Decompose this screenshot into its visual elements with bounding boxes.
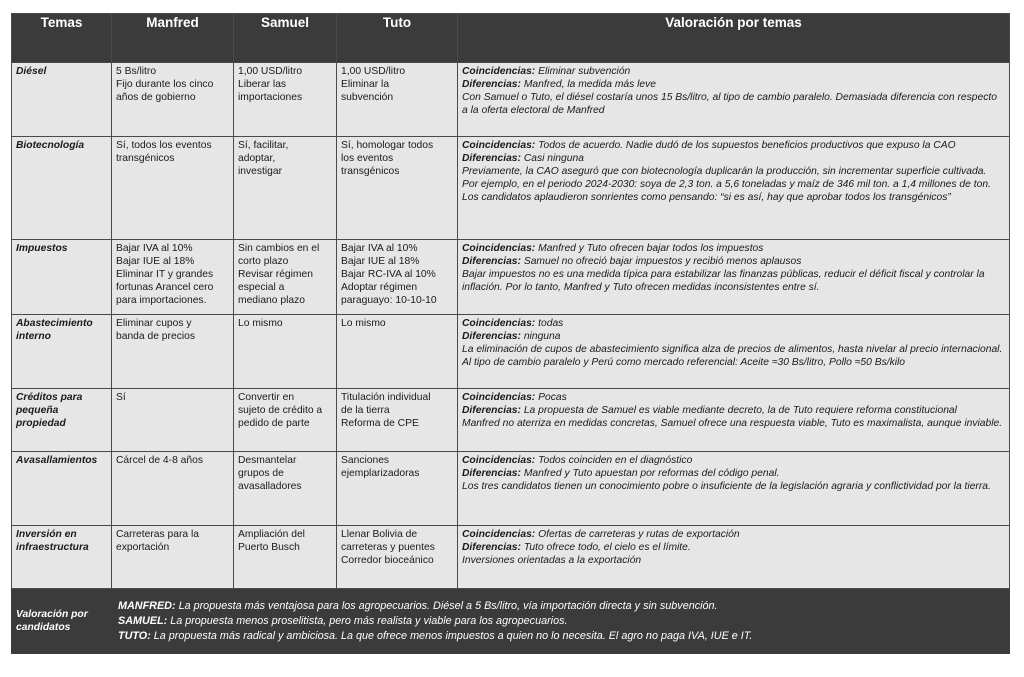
diferencias-line <box>462 467 1005 480</box>
coincidencias-label: Coincidencias: <box>462 392 536 403</box>
samuel-proposal-line: Sí, facilitar, <box>238 140 289 151</box>
manfred-proposal-line: Sí <box>116 392 126 403</box>
tuto-proposal-line: Llenar Bolivia de <box>341 529 418 540</box>
candidate-assessment: La propuesta más radical y ambiciosa. La que ofrece menos impuestos a quien no lo necesita. El agro no paga IVA, IUE e IT. <box>153 629 753 642</box>
manfred-proposal-line: banda de precios <box>116 331 196 342</box>
tuto-proposal-line: Corredor bioceánico <box>341 555 434 566</box>
topic-cell: Biotecnología <box>12 137 112 240</box>
tuto-proposal-line: Sí, homologar todos <box>341 140 434 151</box>
manfred-proposal-line: Cárcel de 4-8 años <box>116 455 204 466</box>
coincidencias-label: Coincidencias: <box>462 140 536 151</box>
tuto-proposal-line: Eliminar la <box>341 79 390 90</box>
samuel-proposal-line: mediano plazo <box>238 295 305 306</box>
samuel-proposal-line: importaciones <box>238 92 303 103</box>
coincidencias-line <box>462 317 1005 330</box>
samuel-proposal-line: Liberar las <box>238 79 287 90</box>
diferencias-line <box>462 78 1005 91</box>
nota-text: Con Samuel o Tuto, el diésel costaría unos 15 Bs/litro, al tipo de cambio paralelo. Demasiada diferencia con respecto a la oferta electoral de Manfred <box>462 92 997 116</box>
valoracion-cell <box>458 315 1010 389</box>
manfred-proposal-cell <box>112 240 234 315</box>
coincidencias-line <box>462 391 1005 404</box>
summary-text-cell <box>112 589 1010 654</box>
coincidencias-line <box>462 242 1005 255</box>
coincidencias-text: Pocas <box>538 392 567 403</box>
summary-row <box>12 589 1010 654</box>
nota-text: Bajar impuestos no es una medida típica para estabilizar las finanzas públicas, reducir el déficit fiscal y controlar la inflación. Por lo tanto, Manfred y Tuto ofrecen medidas inconsistentes entre sí. <box>462 269 985 293</box>
manfred-proposal-line: Carreteras para la <box>116 529 199 540</box>
samuel-proposal-line: adoptar, <box>238 153 276 164</box>
header-manfred: Manfred <box>112 14 234 63</box>
tuto-proposal-line: Bajar RC-IVA al 10% <box>341 269 436 280</box>
tuto-proposal-line: paraguayo: 10-10-10 <box>341 295 437 306</box>
summary-line <box>118 614 1005 629</box>
table-row <box>12 240 1010 315</box>
tuto-proposal-line: Titulación individual <box>341 392 431 403</box>
diferencias-label: Diferencias: <box>462 542 521 553</box>
samuel-proposal-cell <box>234 240 337 315</box>
diferencias-line <box>462 255 1005 268</box>
topic-cell: Inversión en infraestructura <box>12 526 112 589</box>
coincidencias-line <box>462 454 1005 467</box>
samuel-proposal-line: Convertir en <box>238 392 295 403</box>
summary-topic-cell: Valoración por candidatos <box>12 589 112 654</box>
tuto-proposal-line: Adoptar régimen <box>341 282 418 293</box>
diferencias-text: Tuto ofrece todo, el cielo es el límite. <box>523 542 691 553</box>
header-samuel: Samuel <box>234 14 337 63</box>
samuel-proposal-line: corto plazo <box>238 256 289 267</box>
tuto-proposal-line: Lo mismo <box>341 318 386 329</box>
coincidencias-label: Coincidencias: <box>462 66 536 77</box>
samuel-proposal-line: pedido de parte <box>238 418 310 429</box>
table-row <box>12 63 1010 137</box>
diferencias-text: Casi ninguna <box>523 153 584 164</box>
coincidencias-line <box>462 528 1005 541</box>
diferencias-label: Diferencias: <box>462 153 521 164</box>
valoracion-cell <box>458 452 1010 526</box>
topic-cell: Abastecimiento interno <box>12 315 112 389</box>
coincidencias-line <box>462 139 1005 152</box>
diferencias-line <box>462 152 1005 165</box>
diferencias-label: Diferencias: <box>462 331 521 342</box>
coincidencias-text: Todos coinciden en el diagnóstico <box>538 455 693 466</box>
nota-text: Los candidatos aplaudieron sonrientes como pensando: “si es así, hay que aprobar todos los transgénicos” <box>462 192 951 203</box>
nota-text: Manfred no aterriza en medidas concretas, Samuel ofrece una respuesta viable, Tuto es maximalista, aunque inviable. <box>462 418 1003 429</box>
samuel-proposal-line: sujeto de crédito a <box>238 405 323 416</box>
topic-cell: Diésel <box>12 63 112 137</box>
diferencias-text: ninguna <box>523 331 561 342</box>
header-tuto: Tuto <box>337 14 458 63</box>
tuto-proposal-line: subvención <box>341 92 394 103</box>
tuto-proposal-line: 1,00 USD/litro <box>341 66 406 77</box>
manfred-proposal-line: transgénicos <box>116 153 175 164</box>
nota-text: Previamente, la CAO aseguró que con biotecnología duplicarán la producción, sin incrementar superficie cultivada. Por ejemplo, en el periodo 2024-2030: soya de 2,3 ton. a 5,6 toneladas y maíz de 346 mil ton. a 1,4 millones de ton. <box>462 166 991 190</box>
tuto-proposal-line: Reforma de CPE <box>341 418 419 429</box>
table-row <box>12 389 1010 452</box>
candidate-label: SAMUEL: <box>118 614 168 627</box>
samuel-proposal-cell <box>234 315 337 389</box>
summary-line <box>118 629 1005 644</box>
manfred-proposal-line: Eliminar IT y grandes <box>116 269 214 280</box>
samuel-proposal-line: Revisar régimen <box>238 269 313 280</box>
manfred-proposal-cell <box>112 137 234 240</box>
topic-cell: Créditos para pequeña propiedad <box>12 389 112 452</box>
tuto-proposal-line: ejemplarizadoras <box>341 468 420 479</box>
tuto-proposal-cell <box>337 389 458 452</box>
samuel-proposal-cell <box>234 137 337 240</box>
manfred-proposal-line: Fijo durante los cinco <box>116 79 214 90</box>
diferencias-label: Diferencias: <box>462 256 521 267</box>
table-row <box>12 452 1010 526</box>
diferencias-line <box>462 541 1005 554</box>
diferencias-text: Manfred, la medida más leve <box>523 79 657 90</box>
tuto-proposal-line: transgénicos <box>341 166 400 177</box>
coincidencias-text: Manfred y Tuto ofrecen bajar todos los impuestos <box>538 243 764 254</box>
tuto-proposal-line: carreteras y puentes <box>341 542 435 553</box>
samuel-proposal-line: Ampliación del <box>238 529 305 540</box>
coincidencias-label: Coincidencias: <box>462 529 536 540</box>
table-row <box>12 526 1010 589</box>
diferencias-label: Diferencias: <box>462 405 521 416</box>
samuel-proposal-line: especial a <box>238 282 285 293</box>
valoracion-cell <box>458 389 1010 452</box>
header-temas: Temas <box>12 14 112 63</box>
valoracion-cell <box>458 526 1010 589</box>
manfred-proposal-line: años de gobierno <box>116 92 196 103</box>
tuto-proposal-cell <box>337 526 458 589</box>
coincidencias-text: todas <box>538 318 564 329</box>
topic-cell: Avasallamientos <box>12 452 112 526</box>
tuto-proposal-cell <box>337 240 458 315</box>
diferencias-label: Diferencias: <box>462 79 521 90</box>
coincidencias-label: Coincidencias: <box>462 243 536 254</box>
samuel-proposal-line: Puerto Busch <box>238 542 300 553</box>
samuel-proposal-cell <box>234 452 337 526</box>
valoracion-cell <box>458 240 1010 315</box>
candidate-assessment: La propuesta más ventajosa para los agropecuarios. Diésel a 5 Bs/litro, vía importación directa y sin subvención. <box>178 599 718 612</box>
samuel-proposal-cell <box>234 63 337 137</box>
coincidencias-label: Coincidencias: <box>462 318 536 329</box>
tuto-proposal-line: Bajar IUE al 18% <box>341 256 420 267</box>
comparison-table <box>11 13 1010 654</box>
manfred-proposal-cell <box>112 315 234 389</box>
manfred-proposal-line: para importaciones. <box>116 295 207 306</box>
tuto-proposal-cell <box>337 315 458 389</box>
coincidencias-text: Ofertas de carreteras y rutas de exportación <box>538 529 740 540</box>
coincidencias-text: Todos de acuerdo. Nadie dudó de los supuestos beneficios productivos que expuso la CAO <box>538 140 956 151</box>
summary-line <box>118 599 1005 614</box>
samuel-proposal-line: Lo mismo <box>238 318 283 329</box>
samuel-proposal-line: 1,00 USD/litro <box>238 66 303 77</box>
diferencias-text: Manfred y Tuto apuestan por reformas del código penal. <box>523 468 780 479</box>
coincidencias-line <box>462 65 1005 78</box>
diferencias-label: Diferencias: <box>462 468 521 479</box>
candidate-assessment: La propuesta menos proselitista, pero más realista y viable para los agropecuarios. <box>170 614 568 627</box>
samuel-proposal-cell <box>234 526 337 589</box>
manfred-proposal-line: Bajar IVA al 10% <box>116 243 193 254</box>
samuel-proposal-line: Desmantelar <box>238 455 297 466</box>
manfred-proposal-cell <box>112 452 234 526</box>
coincidencias-text: Eliminar subvención <box>538 66 631 77</box>
valoracion-cell <box>458 63 1010 137</box>
topic-cell: Impuestos <box>12 240 112 315</box>
nota-text: La eliminación de cupos de abastecimiento significa alza de precios de alimentos, hasta nivelar al precio internacional. Al tipo de cambio paralelo y Perú como mercado referencial: Aceite ≈30 Bs/litro, Pollo ≈50 Bs/kilo <box>462 344 1003 368</box>
samuel-proposal-line: avasalladores <box>238 481 302 492</box>
diferencias-text: Samuel no ofreció bajar impuestos y recibió menos aplausos <box>523 256 802 267</box>
manfred-proposal-line: Eliminar cupos y <box>116 318 192 329</box>
samuel-proposal-line: investigar <box>238 166 283 177</box>
header-row <box>12 14 1010 63</box>
manfred-proposal-line: Bajar IUE al 18% <box>116 256 195 267</box>
table-body <box>12 63 1010 654</box>
tuto-proposal-line: Sanciones <box>341 455 390 466</box>
tuto-proposal-cell <box>337 137 458 240</box>
table-row <box>12 315 1010 389</box>
tuto-proposal-line: de la tierra <box>341 405 390 416</box>
samuel-proposal-line: Sin cambios en el <box>238 243 320 254</box>
diferencias-line <box>462 330 1005 343</box>
manfred-proposal-cell <box>112 389 234 452</box>
coincidencias-label: Coincidencias: <box>462 455 536 466</box>
candidate-label: MANFRED: <box>118 599 176 612</box>
manfred-proposal-cell <box>112 63 234 137</box>
tuto-proposal-cell <box>337 63 458 137</box>
valoracion-cell <box>458 137 1010 240</box>
table-row <box>12 137 1010 240</box>
nota-text: Inversiones orientadas a la exportación <box>462 555 642 566</box>
samuel-proposal-cell <box>234 389 337 452</box>
manfred-proposal-cell <box>112 526 234 589</box>
nota-text: Los tres candidatos tienen un conocimiento pobre o insuficiente de la legislación agraria y conflictividad por la tierra. <box>462 481 991 492</box>
tuto-proposal-line: los eventos <box>341 153 394 164</box>
diferencias-text: La propuesta de Samuel es viable mediante decreto, la de Tuto requiere reforma constitucional <box>523 405 957 416</box>
diferencias-line <box>462 404 1005 417</box>
manfred-proposal-line: fortunas Arancel cero <box>116 282 214 293</box>
tuto-proposal-line: Bajar IVA al 10% <box>341 243 418 254</box>
candidate-label: TUTO: <box>118 629 151 642</box>
manfred-proposal-line: Sí, todos los eventos <box>116 140 212 151</box>
manfred-proposal-line: exportación <box>116 542 170 553</box>
tuto-proposal-cell <box>337 452 458 526</box>
samuel-proposal-line: grupos de <box>238 468 284 479</box>
header-valoracion: Valoración por temas <box>458 14 1010 63</box>
manfred-proposal-line: 5 Bs/litro <box>116 66 157 77</box>
